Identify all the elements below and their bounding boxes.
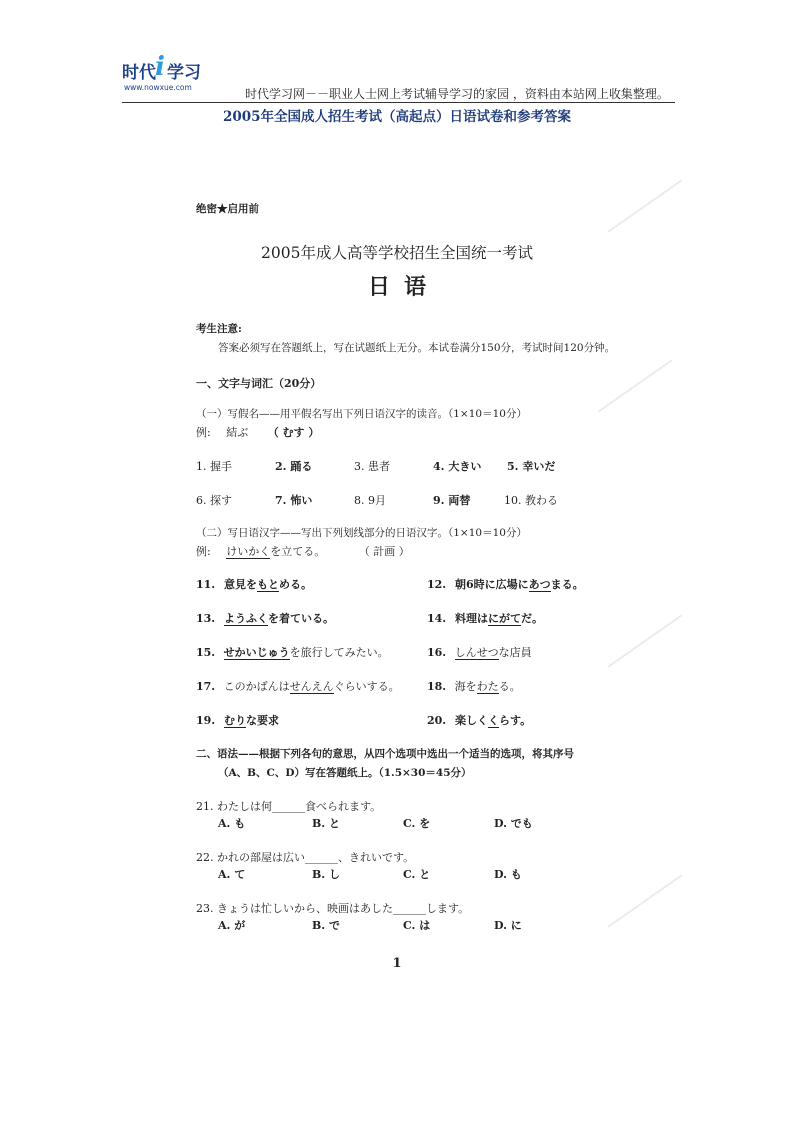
question-16 (427, 644, 532, 660)
question-18 (427, 678, 521, 694)
example-word: 結ぶ (226, 426, 249, 439)
notice-label: 考生注意: (196, 323, 242, 335)
question-number: 16. (427, 646, 447, 659)
logo-url: www.nowxue.com (124, 83, 192, 92)
underlined-text: く (487, 714, 499, 727)
logo-text: 时代 (122, 63, 156, 83)
underlined-text: しんせつ (454, 646, 499, 659)
question-19 (196, 712, 279, 728)
question-14 (427, 610, 543, 626)
part-1-heading: （一）写假名——用平假名写出下列日语汉字的读音。（1×10＝10分） (196, 408, 527, 420)
question-text: を着ている。 (267, 612, 334, 625)
example-label: 例: (196, 545, 211, 558)
question-text: このかばんは (223, 680, 290, 693)
question-text: める。 (278, 578, 312, 591)
scan-watermark (608, 179, 683, 232)
question-number: 15. (196, 646, 216, 659)
site-logo (122, 52, 206, 102)
scan-watermark (608, 614, 683, 667)
question-23-stem: 23. きょうは忙しいから、映画はあした______します。 (196, 902, 470, 915)
question-23-option-c: C. は (403, 919, 431, 932)
question-22-option-b: B. し (312, 868, 340, 881)
question-number: 13. (196, 612, 216, 625)
part-1-example (196, 424, 319, 440)
scan-watermark (598, 359, 673, 412)
part-1-q3: 3. 患者 (354, 460, 390, 473)
question-text: る。 (498, 680, 521, 693)
question-22-option-a: A. て (218, 868, 246, 881)
confidential-mark: 绝密★启用前 (196, 203, 259, 215)
question-number: 11. (196, 578, 216, 591)
question-22-stem: 22. かれの部屋は広い______、きれいです。 (196, 851, 415, 864)
question-23-option-a: A. が (218, 919, 246, 932)
section-2-heading-line-1: 二、语法——根据下列各句的意思，从四个选项中选出一个适当的选项，将其序号 (196, 748, 574, 760)
question-11 (196, 576, 312, 592)
question-text: な要求 (245, 714, 279, 727)
question-23-option-b: B. で (312, 919, 340, 932)
notice-text: 答案必须写在答题纸上，写在试题纸上无分。本试卷满分150分，考试时间120分钟。 (218, 342, 616, 354)
part-1-q4: 4. 大きい (433, 460, 482, 473)
scan-watermark (608, 874, 683, 927)
question-number: 20. (427, 714, 447, 727)
question-text: 海を (454, 680, 477, 693)
underlined-text: あつ (528, 578, 551, 591)
question-21-option-c: C. を (403, 817, 431, 830)
question-text: 楽しく (454, 714, 488, 727)
example-answer: （ むす ） (267, 426, 320, 439)
question-text: 朝6時に広場に (454, 578, 529, 591)
question-number: 17. (196, 680, 216, 693)
question-text: 意見を (223, 578, 257, 591)
question-text: を旅行してみたい。 (289, 646, 389, 659)
logo-text-2: 学习 (167, 63, 201, 83)
question-number: 18. (427, 680, 447, 693)
question-text: ぐらいする。 (333, 680, 400, 693)
question-15 (196, 644, 389, 660)
site-tagline: 时代学习网－－职业人士网上考试辅导学习的家园 ，资料由本站网上收集整理。 (245, 87, 669, 101)
underlined-text: せんえん (289, 680, 334, 693)
example-label: 例: (196, 426, 211, 439)
underlined-text: せかいじゅう (223, 646, 290, 659)
logo-i-mark: i (155, 52, 165, 82)
question-text: だ。 (520, 612, 543, 625)
question-text: まる。 (550, 578, 584, 591)
example-answer: （ 計画 ） (358, 545, 410, 558)
part-1-q6: 6. 探す (196, 494, 232, 507)
section-1-heading: 一、文字与词汇（20分） (196, 377, 322, 390)
question-22-option-c: C. と (403, 868, 431, 881)
underlined-text: わた (476, 680, 499, 693)
document-title: 2005年全国成人招生考试（高起点）日语试卷和参考答案 (222, 109, 572, 125)
question-21-stem: 21. わたしは何______食べられます。 (196, 800, 382, 813)
question-22-option-d: D. も (494, 868, 522, 881)
part-1-q1: 1. 握手 (196, 460, 232, 473)
question-21-option-a: A. も (218, 817, 246, 830)
question-text: 料理は (454, 612, 488, 625)
part-1-q9: 9. 両替 (433, 494, 471, 507)
example-underlined: けいかく (226, 545, 271, 558)
question-13 (196, 610, 334, 626)
header-divider (122, 102, 675, 103)
question-20 (427, 712, 531, 728)
section-2-heading-line-2: （A、B、C、D）写在答题纸上。（1.5×30＝45分） (218, 767, 472, 779)
part-2-heading: （二）写日语汉字——写出下列划线部分的日语汉字。（1×10＝10分） (196, 527, 527, 539)
question-text: な店員 (498, 646, 532, 659)
question-12 (427, 576, 584, 592)
question-number: 14. (427, 612, 447, 625)
question-number: 19. (196, 714, 216, 727)
part-1-q5: 5. 幸いだ (507, 460, 556, 473)
question-21-option-d: D. でも (494, 817, 533, 830)
underlined-text: にがて (487, 612, 521, 625)
part-1-q7: 7. 怖い (275, 494, 313, 507)
part-1-q2: 2. 踊る (275, 460, 313, 473)
exam-subject: 日语 (367, 274, 440, 300)
underlined-text: ようふく (223, 612, 268, 625)
question-17 (196, 678, 400, 694)
example-rest: を立てる。 (270, 545, 326, 558)
page-number: 1 (392, 956, 402, 971)
question-21-option-b: B. と (312, 817, 340, 830)
question-number: 12. (427, 578, 447, 591)
question-23-option-d: D. に (494, 919, 522, 932)
part-1-q8: 8. 9月 (354, 494, 386, 507)
part-2-example (196, 543, 410, 559)
part-1-q10: 10. 教わる (504, 494, 558, 507)
underlined-text: もと (256, 578, 279, 591)
underlined-text: むり (223, 714, 246, 727)
question-text: らす。 (498, 714, 532, 727)
exam-title: 2005年成人高等学校招生全国统一考试 (261, 244, 533, 262)
